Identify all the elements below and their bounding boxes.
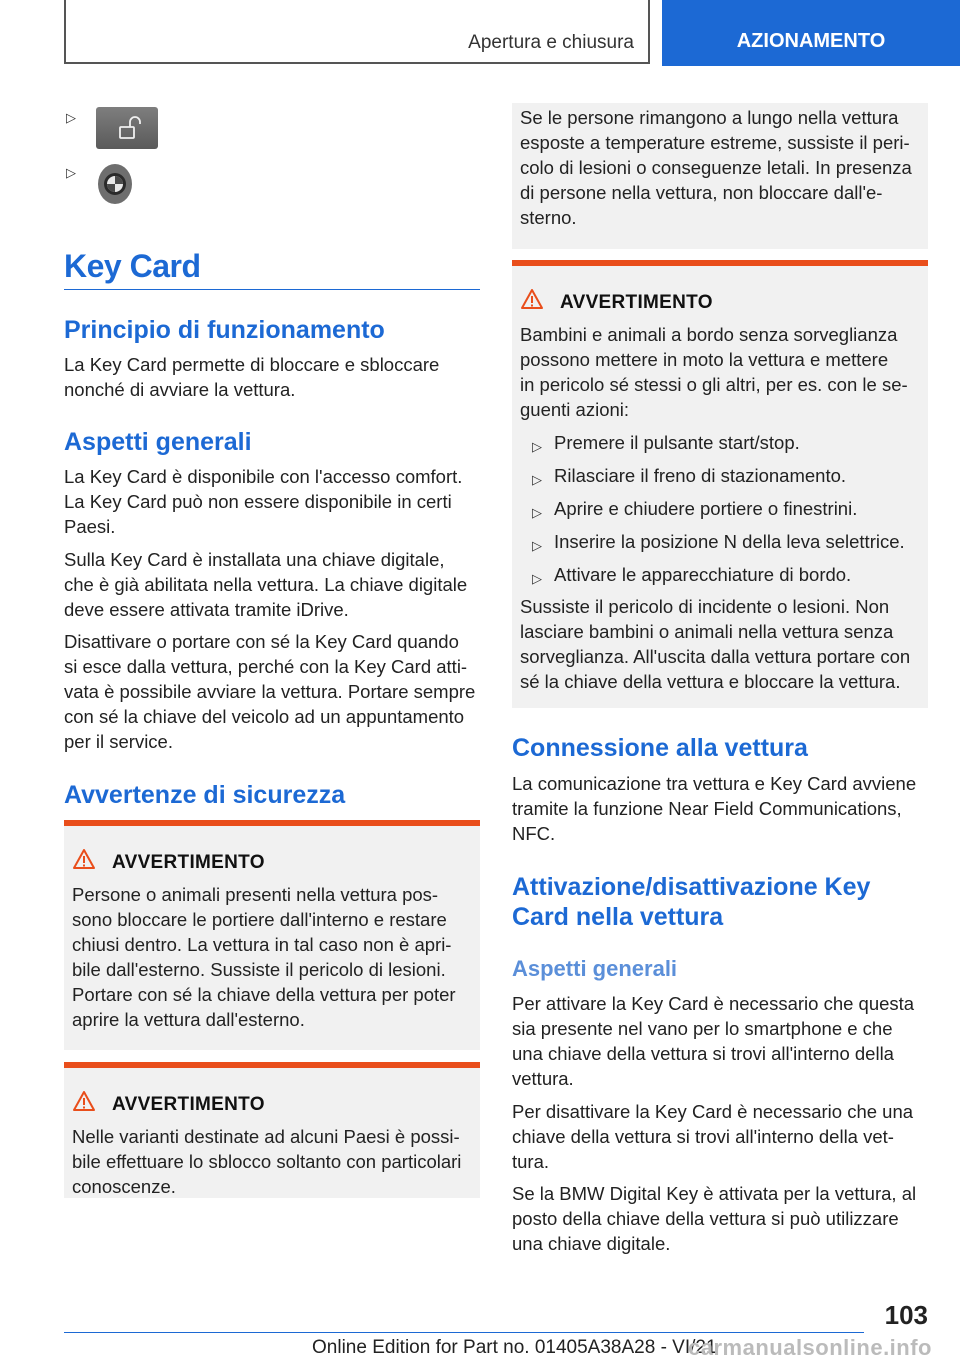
bullet-marker: ▷ — [532, 505, 542, 520]
warning-text: Bambini e animali a bordo senza sorveglianza possono mettere in moto la vettura e mettere in pericolo sé stessi o gli altri, per es. con le se- guenti azioni: — [520, 324, 908, 420]
heading-principio: Principio di funzionamento — [64, 316, 385, 344]
warning-text: Sussiste il pericolo di incidente o lesioni. Non lasciare bambini o animali nella vettura senza sorveglianza. All'uscita dalla vettura portare con sé la chiave della vettura e bloccare la vettura. — [520, 596, 911, 692]
warning-title: AVVERTIMENTO — [112, 852, 265, 873]
warning-box-continued — [512, 103, 928, 249]
warning-icon — [72, 1090, 96, 1112]
paragraph-aspetti-1: La Key Card è disponibile con l'accesso comfort. La Key Card può non essere disponibile in certi Paesi. — [64, 466, 463, 537]
unlock-icon — [96, 107, 158, 149]
warning-title: AVVERTIMENTO — [560, 292, 713, 313]
bullet-marker: ▷ — [532, 439, 542, 454]
header-section-title: Apertura e chiusura — [468, 32, 634, 53]
bullet-marker: ▷ — [532, 571, 542, 586]
paragraph-connessione: La comunicazione tra vettura e Key Card avviene tramite la funzione Near Field Communications, NFC. — [512, 773, 917, 844]
heading-attivazione: Attivazione/disattivazione Key Card nella vettura — [512, 873, 871, 931]
warning-text: Persone o animali presenti nella vettura pos- sono bloccare le portiere dall'interno e restare chiusi dentro. La vettura in tal caso non è apri- bile dall'esterno. Sussiste il pericolo di lesioni. Portare con sé la chiave della vettura per poter aprire la vettura dall'esterno. — [72, 884, 456, 1030]
footer-rule — [64, 1332, 864, 1333]
heading-aspetti-generali: Aspetti generali — [512, 956, 678, 981]
bullet-marker: ▷ — [66, 165, 76, 180]
warning-text: Se le persone rimangono a lungo nella vettura esposte a temperature estreme, sussiste il peri- colo di lesioni o conseguenze letali. In presenza di persone nella vettura, non bloccare dall'e- sterno. — [520, 107, 912, 228]
bullet-marker: ▷ — [532, 472, 542, 487]
warning-text: Nelle varianti destinate ad alcuni Paesi è possi- bile effettuare lo sblocco soltanto con particolari conoscenze. — [72, 1126, 462, 1197]
warning-box — [64, 820, 480, 1050]
list-item: ▷ Attivare le apparecchiature di bordo. — [520, 562, 930, 595]
paragraph-aspetti-3: Disattivare o portare con sé la Key Card quando si esce dalla vettura, perché con la Key Card atti- vata è possibile avviare la vettura. Portare sempre con sé la chiave del veicolo ad un appuntamento per il service. — [64, 631, 476, 752]
bullet-marker: ▷ — [532, 538, 542, 553]
bmw-logo-icon — [96, 162, 134, 206]
heading-avvertenze: Avvertenze di sicurezza — [64, 781, 346, 809]
warning-icon — [520, 288, 544, 310]
paragraph-attivazione-3: Se la BMW Digital Key è attivata per la vettura, al posto della chiave della vettura si può utilizzare una chiave digitale. — [512, 1183, 917, 1254]
list-item: ▷ Premere il pulsante start/stop. — [520, 430, 930, 463]
header-chapter-tab[interactable]: AZIONAMENTO — [662, 0, 960, 66]
paragraph-principio: La Key Card permette di bloccare e sbloccare nonché di avviare la vettura. — [64, 354, 440, 400]
page-number: 103 — [884, 1300, 928, 1330]
warning-action-list — [520, 430, 930, 595]
list-item: ▷ Rilasciare il freno di stazionamento. — [520, 463, 930, 496]
warning-box — [64, 1062, 480, 1198]
list-item: ▷ Aprire e chiudere portiere o finestrini. — [520, 496, 930, 529]
list-item: ▷ Inserire la posizione N della leva selettrice. — [520, 529, 930, 562]
bmw-button-image — [96, 162, 134, 206]
header-left-box — [64, 0, 650, 64]
bullet-marker: ▷ — [66, 110, 76, 125]
watermark: carmanualsonline.info — [688, 1335, 932, 1360]
paragraph-attivazione-1: Per attivare la Key Card è necessario che questa sia presente nel vano per lo smartphone e che una chiave della vettura si trovi all'interno della vettura. — [512, 993, 915, 1089]
heading-connessione: Connessione alla vettura — [512, 734, 808, 762]
paragraph-attivazione-2: Per disattivare la Key Card è necessario che una chiave della vettura si trovi all'interno della vet- tura. — [512, 1101, 914, 1172]
heading-aspetti: Aspetti generali — [64, 428, 252, 456]
footer-edition: Online Edition for Part no. 01405A38A28 - VI/21 — [312, 1337, 717, 1358]
warning-title: AVVERTIMENTO — [112, 1094, 265, 1115]
warning-box — [512, 260, 928, 708]
unlock-button-image — [96, 107, 158, 149]
page-title: Key Card — [64, 248, 201, 284]
warning-icon — [72, 848, 96, 870]
title-rule — [64, 289, 480, 290]
paragraph-aspetti-2: Sulla Key Card è installata una chiave digitale, che è già abilitata nella vettura. La chiave digitale deve essere attivata tramite iDrive. — [64, 549, 468, 620]
